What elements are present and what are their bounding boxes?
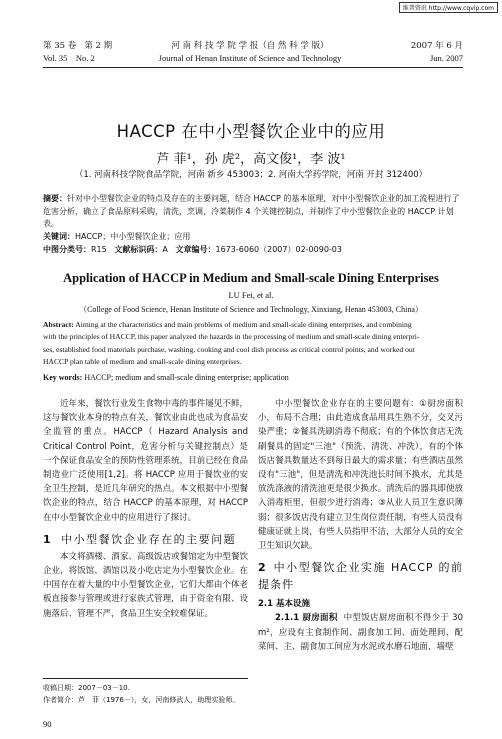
watermark: 维普资讯 http://www.cqvip.com xyxy=(399,2,498,13)
intro-paragraph: 近年来，餐饮行业发生食物中毒的事件屡见不鲜，这与餐饮业本身的特点有关，餐饮业由此也成为食品安全监管的重点。HACCP（ Hazard Analysis and Critical Control Point，危害分析与关键控制点）是一个保证食品安全的预防性管理系统，目前已经在食品制造业广泛使用[1,2]。将 HACCP 应用于餐饮业的安全卫生控制，是近几年研究的热点。本文根据中小型餐饮企业的特点，结合 HACCP 的基本原理，对 HACCP 在中小型餐饮企业中的应用进行了探讨。 xyxy=(43,399,248,523)
left-column xyxy=(43,397,248,621)
author-bio: 作者简介：芦 菲（1976－），女，河南修武人，助理实验师。 xyxy=(43,695,240,704)
section-1-paragraph: 本文将酒楼、酒家、高级饭店或餐馆定为中型餐饮企业，将饭馆、酒馆以及小吃店定为小型餐饮企业。在中国存在着大量的中小型餐饮企业，它们大都由个体老板直接参与管理或进行家族式管理，由于资金有限、设施落后、管理不严，食品卫生安全较难保证。 xyxy=(43,551,248,619)
abstract-text: 针对中小型餐饮企业的特点及存在的主要问题，结合 HACCP 的基本原理，对中小型餐饮企业的加工流程进行了危害分析，确立了食品原料采购，清洗，烹调，冷菜制作 4 个关键控制点，并制作了中小型餐饮企业的 HACCP 计划表。 xyxy=(43,194,460,228)
affiliation-cn: （1. 河南科技学院食品学院，河南 新乡 453003；2. 河南大学药学院，河南 开封 312400） xyxy=(74,170,428,180)
header-volume-cn: 第 35 卷 第 2 期 xyxy=(43,41,113,51)
footnote xyxy=(43,683,243,706)
right-column xyxy=(258,397,463,654)
authors-cn: 芦 菲¹，孙 虎²，高文俊¹，李 波¹ xyxy=(156,152,346,167)
section-1-heading: 1 中小型餐饮企业存在的主要问题 xyxy=(43,532,237,546)
keywords-cn: 关键词：HACCP；中小型餐饮企业；应用 xyxy=(43,232,191,241)
subsection-2-1-1: 2.1.1 厨房面积 中型饭店厨房面积不得少于 30 m²，应设有主食制作间、副食加工间、面处理间、配菜间、主、副食加工间应为水泥或水磨石地面，墙壁 xyxy=(258,613,463,652)
abstract-label: 摘要： xyxy=(43,194,67,203)
authors-en: LU Fei, et al. xyxy=(228,290,274,300)
keywords-en: Key words: HACCP; medium and small-scale dining enterprise; application xyxy=(43,373,289,382)
header-rule xyxy=(43,67,463,68)
subsection-2-1: 2.1 基本设施 xyxy=(258,599,311,610)
classification-line: 中图分类号：R15 文献标识码：A 文章编号：1673-6060（2007）02-0090-03 xyxy=(43,245,342,254)
section-2-heading: 2 中小型餐饮企业实施 HACCP 的前提条件 xyxy=(258,561,464,592)
abstract-cn xyxy=(43,193,463,231)
abstract-en: Abstract: Aiming at the characteristics and main problems of medium and small-scale dining enterprises, and combining with the principles of HACCP, this paper analyzed the hazards in the processing of medium and small-scale dining enterpri- ses, established food materials purchase, washing, cooking and cool dish process as critical control points, and worked out HACCP plan table of medium and small-scale dining enterprises. xyxy=(43,320,420,366)
header-date-en: Jun. 2007 xyxy=(429,53,463,63)
abstract-en-label: Abstract: xyxy=(43,320,74,329)
header-date-cn: 2007 年 6 月 xyxy=(410,41,463,51)
header-journal-en: Journal of Henan Institute of Science and Technology xyxy=(158,53,342,63)
received-date: 收稿日期：2007－03－10. xyxy=(43,684,130,692)
header-journal-cn: 河 南 科 技 学 院 学 报（自 然 科 学 版） xyxy=(171,41,329,51)
page-number: 90 xyxy=(43,719,52,729)
footnote-rule xyxy=(43,678,248,679)
header-volume-en: Vol. 35 No. 2 xyxy=(43,53,95,63)
problems-paragraph: 中小型餐饮企业存在的主要问题有：①厨房面积小，布局不合理；由此造成食品用具生熟不分，交叉污染严重；②餐具洗刷消毒不彻底；有的个体饮食店无洗刷餐具的固定"三池"（预洗、清洗、冲洗），有的个体饭店餐具数量达不到每日最大的需求量；有些酒店虽然设有"三池"，但是清洗和冲洗池长时间不换水，尤其是放洗涤液的清洗池更是很少换水。清洗后的器具即使放入消毒柜里，但很少进行消毒；③从业人员卫生意识薄弱；很多饭店没有建立卫生岗位责任制，有些人员没有健康证就上岗，有些人员指甲不洁，大部分人员的安全卫生知识欠缺。 xyxy=(258,399,463,552)
paper-title-cn: HACCP 在中小型餐饮企业中的应用 xyxy=(116,122,386,141)
affiliation-en: （College of Food Science, Henan Institute of Science and Technology, Xinxiang, Henan 453003, China） xyxy=(79,305,423,314)
paper-title-en: Application of HACCP in Medium and Small-scale Dining Enterprises xyxy=(63,271,439,285)
